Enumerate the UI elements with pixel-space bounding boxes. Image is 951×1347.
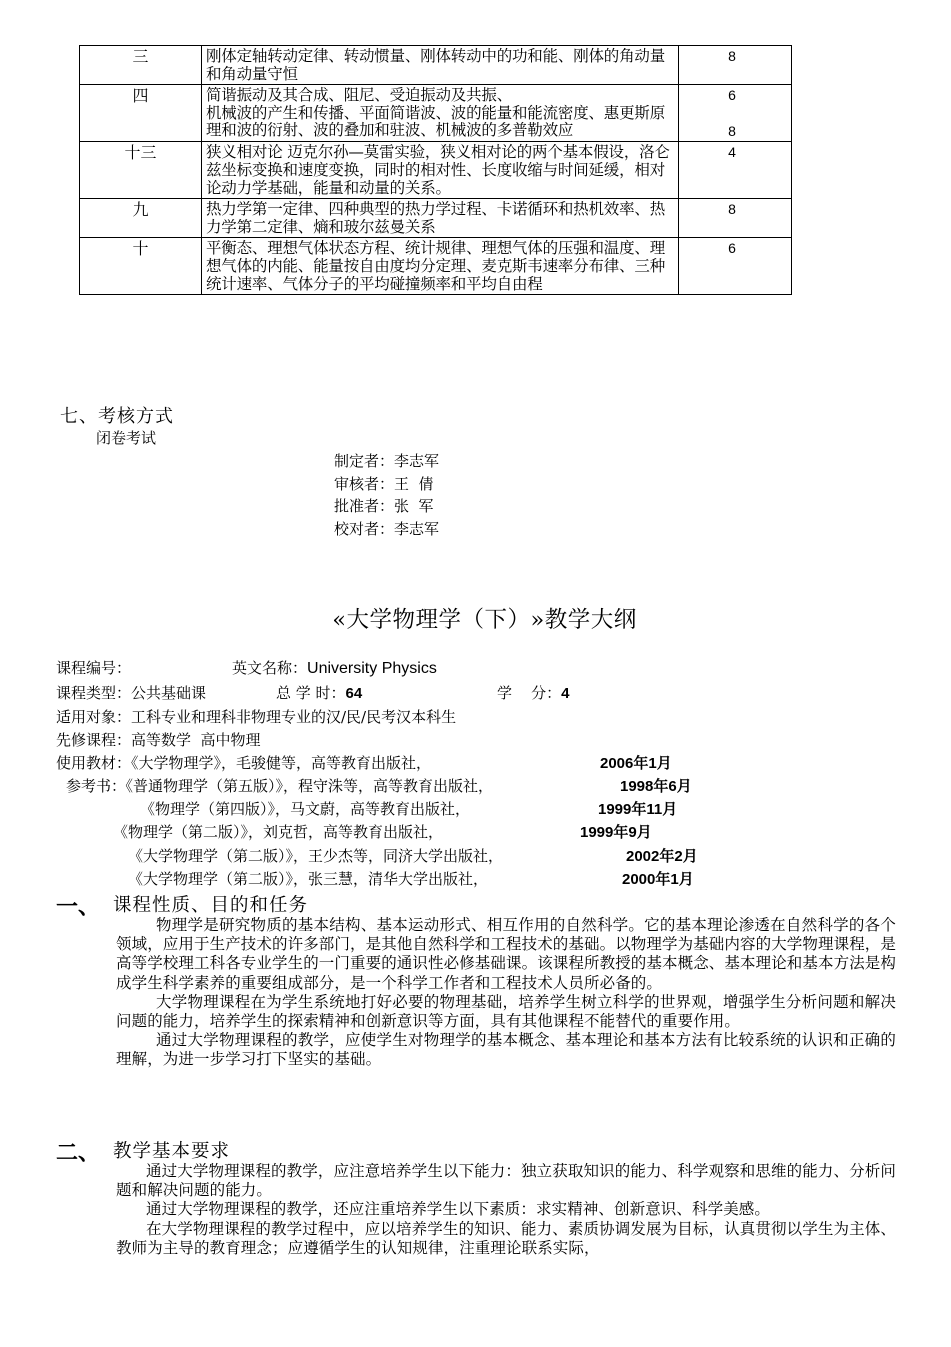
signatories-block xyxy=(334,450,439,540)
reference-item: 《普通物理学（第五版）》，程守洙等，高等教育出版社， xyxy=(118,777,494,795)
reference-date: 2000年1月 xyxy=(622,871,694,888)
credits-row xyxy=(497,682,569,703)
reference-date: 1999年9月 xyxy=(580,824,652,841)
course-type-value: 公共基础课 xyxy=(131,684,207,702)
content-cell: 狭义相对论 迈克尔孙—莫雷实验，狭义相对论的两个基本假设，洛仑兹坐标变换和速度变换，同时的相对性、长度收缩与时间延缓，相对论动力学基础，能量和动量的关系。 xyxy=(202,142,679,199)
content-cell: 刚体定轴转动定律、转动惯量、刚体转动中的功和能、刚体的角动量和角动量守恒 xyxy=(202,46,679,85)
reference-item: 《物理学（第四版）》，马文蔚，高等教育出版社， xyxy=(140,800,471,818)
chapter-cell: 十 xyxy=(80,238,202,295)
hours-cell xyxy=(679,238,792,295)
content-cell: 热力学第一定律、四种典型的热力学过程、卡诺循环和热机效率、热力学第二定律、熵和玻尔兹曼关系 xyxy=(202,199,679,238)
reference-date: 1998年6月 xyxy=(620,778,692,795)
hours-cell xyxy=(679,85,792,142)
chapter-cell: 三 xyxy=(80,46,202,85)
reviewer-line: 审核者：王 倩 xyxy=(334,474,434,493)
english-name-row xyxy=(232,657,437,678)
paragraph: 通过大学物理课程的教学，应使学生对物理学的基本概念、基本理论和基本方法有比较系统的认识和正确的理解，为进一步学习打下坚实的基础。 xyxy=(116,1031,896,1069)
teaching-hours-table xyxy=(79,45,792,295)
textbook-row xyxy=(56,752,431,773)
section-number: 一、 xyxy=(56,894,101,919)
reference-item: 《物理学（第二版）》，刘克哲，高等教育出版社， xyxy=(113,823,444,841)
table-row xyxy=(80,85,792,142)
total-hours-label: 总 学 时： xyxy=(276,684,346,702)
hours-value: 6 xyxy=(728,87,736,104)
hours-value: 8 xyxy=(728,48,736,64)
proofreader-line: 校对者：李志军 xyxy=(334,519,440,538)
section-body xyxy=(116,916,896,1070)
chapter-cell: 四 xyxy=(80,85,202,142)
hours-cell xyxy=(679,199,792,238)
credits-label: 学 分： xyxy=(497,684,562,702)
textbook-date: 2006年1月 xyxy=(600,755,672,772)
textbook-value: 《大学物理学》，毛骏健等，高等教育出版社， xyxy=(131,754,432,772)
paragraph: 通过大学物理课程的教学，还应注重培养学生以下素质：求实精神、创新意识、科学美感。 xyxy=(146,1200,771,1219)
paragraph: 在大学物理课程的教学过程中，应以培养学生的知识、能力、素质协调发展为目标，认真贯彻以学生为主体、教师为主导的教育理念；应遵循学生的认知规律，注重理论联系实际， xyxy=(116,1219,896,1257)
reference-date: 2002年2月 xyxy=(626,848,698,865)
hours-value: 4 xyxy=(728,144,736,161)
reference-item: 《大学物理学（第二版）》，张三慧，清华大学出版社， xyxy=(128,870,489,888)
references-label: 参考书： xyxy=(66,777,127,795)
table-row xyxy=(80,199,792,238)
total-hours-row xyxy=(276,682,362,703)
maker-line: 制定者：李志军 xyxy=(334,452,440,470)
content-cell: 平衡态、理想气体状态方程、统计规律、理想气体的压强和温度、理想气体的内能、能量按自由度均分定理、麦克斯韦速率分布律、三种统计速率、气体分子的平均碰撞频率和平均自由程 xyxy=(202,238,679,295)
syllabus-title: «大学物理学（下）»教学大纲 xyxy=(332,607,637,633)
reference-date: 1999年11月 xyxy=(598,801,678,818)
table-row xyxy=(80,238,792,295)
paragraph: 通过大学物理课程的教学，应注意培养学生以下能力：独立获取知识的能力、科学观察和思维的能力、分析问题和解决问题的能力。 xyxy=(116,1162,896,1200)
textbook-label: 使用教材： xyxy=(56,754,132,772)
assessment-heading: 七、考核方式 xyxy=(60,406,174,427)
content-cell: 简谐振动及其合成、阻尼、受迫振动及共振、 机械波的产生和传播、平面简谐波、波的能量和能流密度、惠更斯原理和波的衍射、波的叠加和驻波、机械波的多普勒效应 xyxy=(202,85,679,142)
hours-value: 8 xyxy=(728,122,736,139)
hours-cell xyxy=(679,142,792,199)
paragraph: 大学物理课程在为学生系统地打好必要的物理基础，培养学生树立科学的世界观，增强学生分析问题和解决问题的能力，培养学生的探索精神和创新意识等方面，具有其他课程不能替代的重要作用。 xyxy=(116,992,896,1031)
assessment-method: 闭卷考试 xyxy=(96,429,157,447)
approver-line: 批准者：张 军 xyxy=(334,497,434,515)
chapter-cell: 十三 xyxy=(80,142,202,199)
course-type-row xyxy=(56,682,206,703)
hours-value: 6 xyxy=(728,240,736,257)
audience-line: 适用对象：工科专业和理科非物理专业的汉/民/民考汉本科生 xyxy=(56,708,457,726)
course-code-label: 课程编号： xyxy=(56,659,132,677)
reference-item: 《大学物理学（第二版）》，王少杰等，同济大学出版社， xyxy=(128,847,504,865)
section-title: 教学基本要求 xyxy=(113,1141,231,1162)
chapter-cell: 九 xyxy=(80,199,202,238)
course-type-label: 课程类型： xyxy=(56,684,132,702)
table-row xyxy=(80,142,792,199)
english-name-value: University Physics xyxy=(307,660,437,677)
hours-value: 8 xyxy=(728,201,736,218)
section-title: 课程性质、目的和任务 xyxy=(113,895,309,916)
prerequisites-line: 先修课程：高等数学 高中物理 xyxy=(56,731,261,749)
section-body xyxy=(116,1162,896,1258)
english-name-label: 英文名称： xyxy=(232,659,308,677)
paragraph: 物理学是研究物质的基本结构、基本运动形式、相互作用的自然科学。它的基本理论渗透在自然科学的各个领域，应用于生产技术的许多部门，是其他自然科学和工程技术的基础。以物理学为基础内容的大学物理课程，是高等学校理工科各专业学生的一门重要的通识性必修基础课。该课程所教授的基本概念、基本理论和基本方法是构成学生科学素养的重要组成部分，是一个科学工作者和工程技术人员所必备的。 xyxy=(116,916,897,992)
hours-cell xyxy=(679,46,792,85)
section-number: 二、 xyxy=(56,1140,101,1165)
credits-value: 4 xyxy=(561,685,570,702)
total-hours-value: 64 xyxy=(345,685,363,702)
table-row xyxy=(80,46,792,85)
